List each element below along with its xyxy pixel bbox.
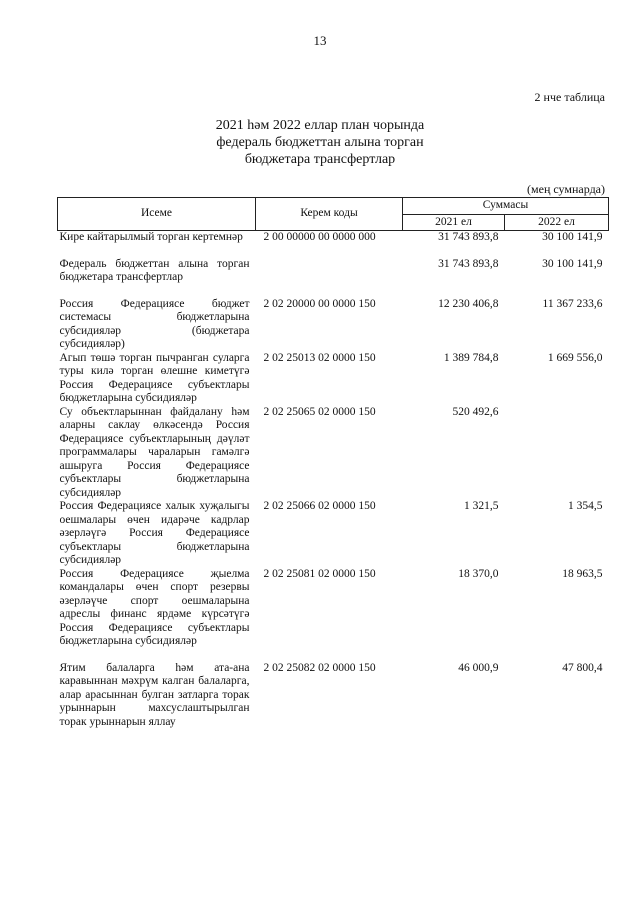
- table-row: [58, 298, 609, 352]
- row-value-2021: 1 321,5: [464, 500, 499, 512]
- row-name: Су объектларыннан файдалану һәм аларны саклау өлкәсендә Россия Федерациясе субъектларының дәүләт программалары чараларын гамәлгә ашыруга Россия Федерациясе субъектлары бюджетларына субсидияләр: [59, 405, 250, 499]
- row-value-2021: 31 743 893,8: [438, 257, 499, 270]
- row-code: 2 02 25081 02 0000 150: [263, 567, 376, 580]
- row-name: Кире кайтарылмый торган кертемнәр: [59, 231, 243, 243]
- row-value-2022: 1 354,5: [568, 500, 603, 512]
- unit-note: (мең сумнарда): [527, 182, 605, 196]
- table-label: 2 нче таблица: [534, 90, 605, 104]
- table-row: [58, 231, 609, 258]
- row-value-2022: 1 669 556,0: [547, 351, 603, 364]
- header-sums: Суммасы: [403, 198, 609, 215]
- row-code: 2 02 25066 02 0000 150: [263, 500, 376, 512]
- row-name: Ятим балаларга һәм ата-ана каравыннан мәхрүм калган балаларга, алар арасыннан булган затларга торак урыннарын махсуслаштырылган торак урыннарын яллау: [59, 661, 250, 728]
- table-title: [0, 117, 640, 168]
- row-code: 2 02 25013 02 0000 150: [263, 351, 376, 364]
- header-2022: 2022 ел: [505, 214, 609, 231]
- row-code: [256, 258, 403, 298]
- table-row: [58, 500, 609, 568]
- header-2021: 2021 ел: [403, 214, 505, 231]
- row-value-2022: 47 800,4: [562, 661, 603, 674]
- row-value-2022: [505, 406, 609, 501]
- row-name: Агып төшә торган пычранган суларга туры килә торган өлешне киметүгә Россия Федерациясе субъектлары бюджетларына субсидияләр: [59, 351, 250, 404]
- title-line: 2021 һәм 2022 еллар план чорында: [215, 118, 425, 133]
- row-value-2022: 30 100 141,9: [542, 257, 603, 270]
- table-row: [58, 662, 609, 730]
- row-value-2021: 12 230 406,8: [438, 297, 499, 310]
- row-code: 2 02 20000 00 0000 150: [263, 297, 376, 310]
- row-value-2021: 1 389 784,8: [443, 351, 499, 364]
- row-name: Федераль бюджеттан алына торган бюджетара трансфертлар: [59, 257, 250, 283]
- title-line: бюджетара трансфертлар: [244, 152, 396, 167]
- row-value-2021: 520 492,6: [452, 405, 499, 418]
- table-row: [58, 406, 609, 501]
- title-line: федераль бюджеттан алына торган: [216, 135, 424, 150]
- transfers-table: [57, 197, 609, 729]
- row-value-2022: 30 100 141,9: [542, 231, 603, 243]
- page-number: 13: [313, 33, 327, 48]
- row-value-2022: 18 963,5: [562, 567, 603, 580]
- row-value-2022: 11 367 233,6: [542, 297, 603, 310]
- row-value-2021: 31 743 893,8: [438, 231, 499, 243]
- header-name: Исеме: [58, 198, 256, 231]
- row-name: Россия Федерациясе халык хуҗалыгы оешмалары өчен идарәче кадрлар әзерләүгә Россия Федерациясе субъектлары бюджетларына субсидияләр: [59, 500, 250, 566]
- header-code: Керем коды: [256, 198, 403, 231]
- row-code: 2 02 25082 02 0000 150: [263, 661, 376, 674]
- row-value-2021: 46 000,9: [458, 661, 499, 674]
- row-value-2021: 18 370,0: [458, 567, 499, 580]
- row-name: Россия Федерациясе җыелма командалары өчен спорт резервы әзерләүче спорт оешмаларына адреслы финанс ярдәме күрсәтүгә Россия Федерациясе субъектлары бюджетларына субсидияләр: [59, 567, 250, 647]
- row-code: 2 02 25065 02 0000 150: [263, 405, 376, 418]
- row-code: 2 00 00000 00 0000 000: [263, 231, 376, 243]
- row-name: Россия Федерациясе бюджет системасы бюджетларына субсидияләр (бюджетара субсидияләр): [59, 297, 250, 350]
- table-row: [58, 568, 609, 662]
- table-row: [58, 352, 609, 406]
- table-row: [58, 258, 609, 298]
